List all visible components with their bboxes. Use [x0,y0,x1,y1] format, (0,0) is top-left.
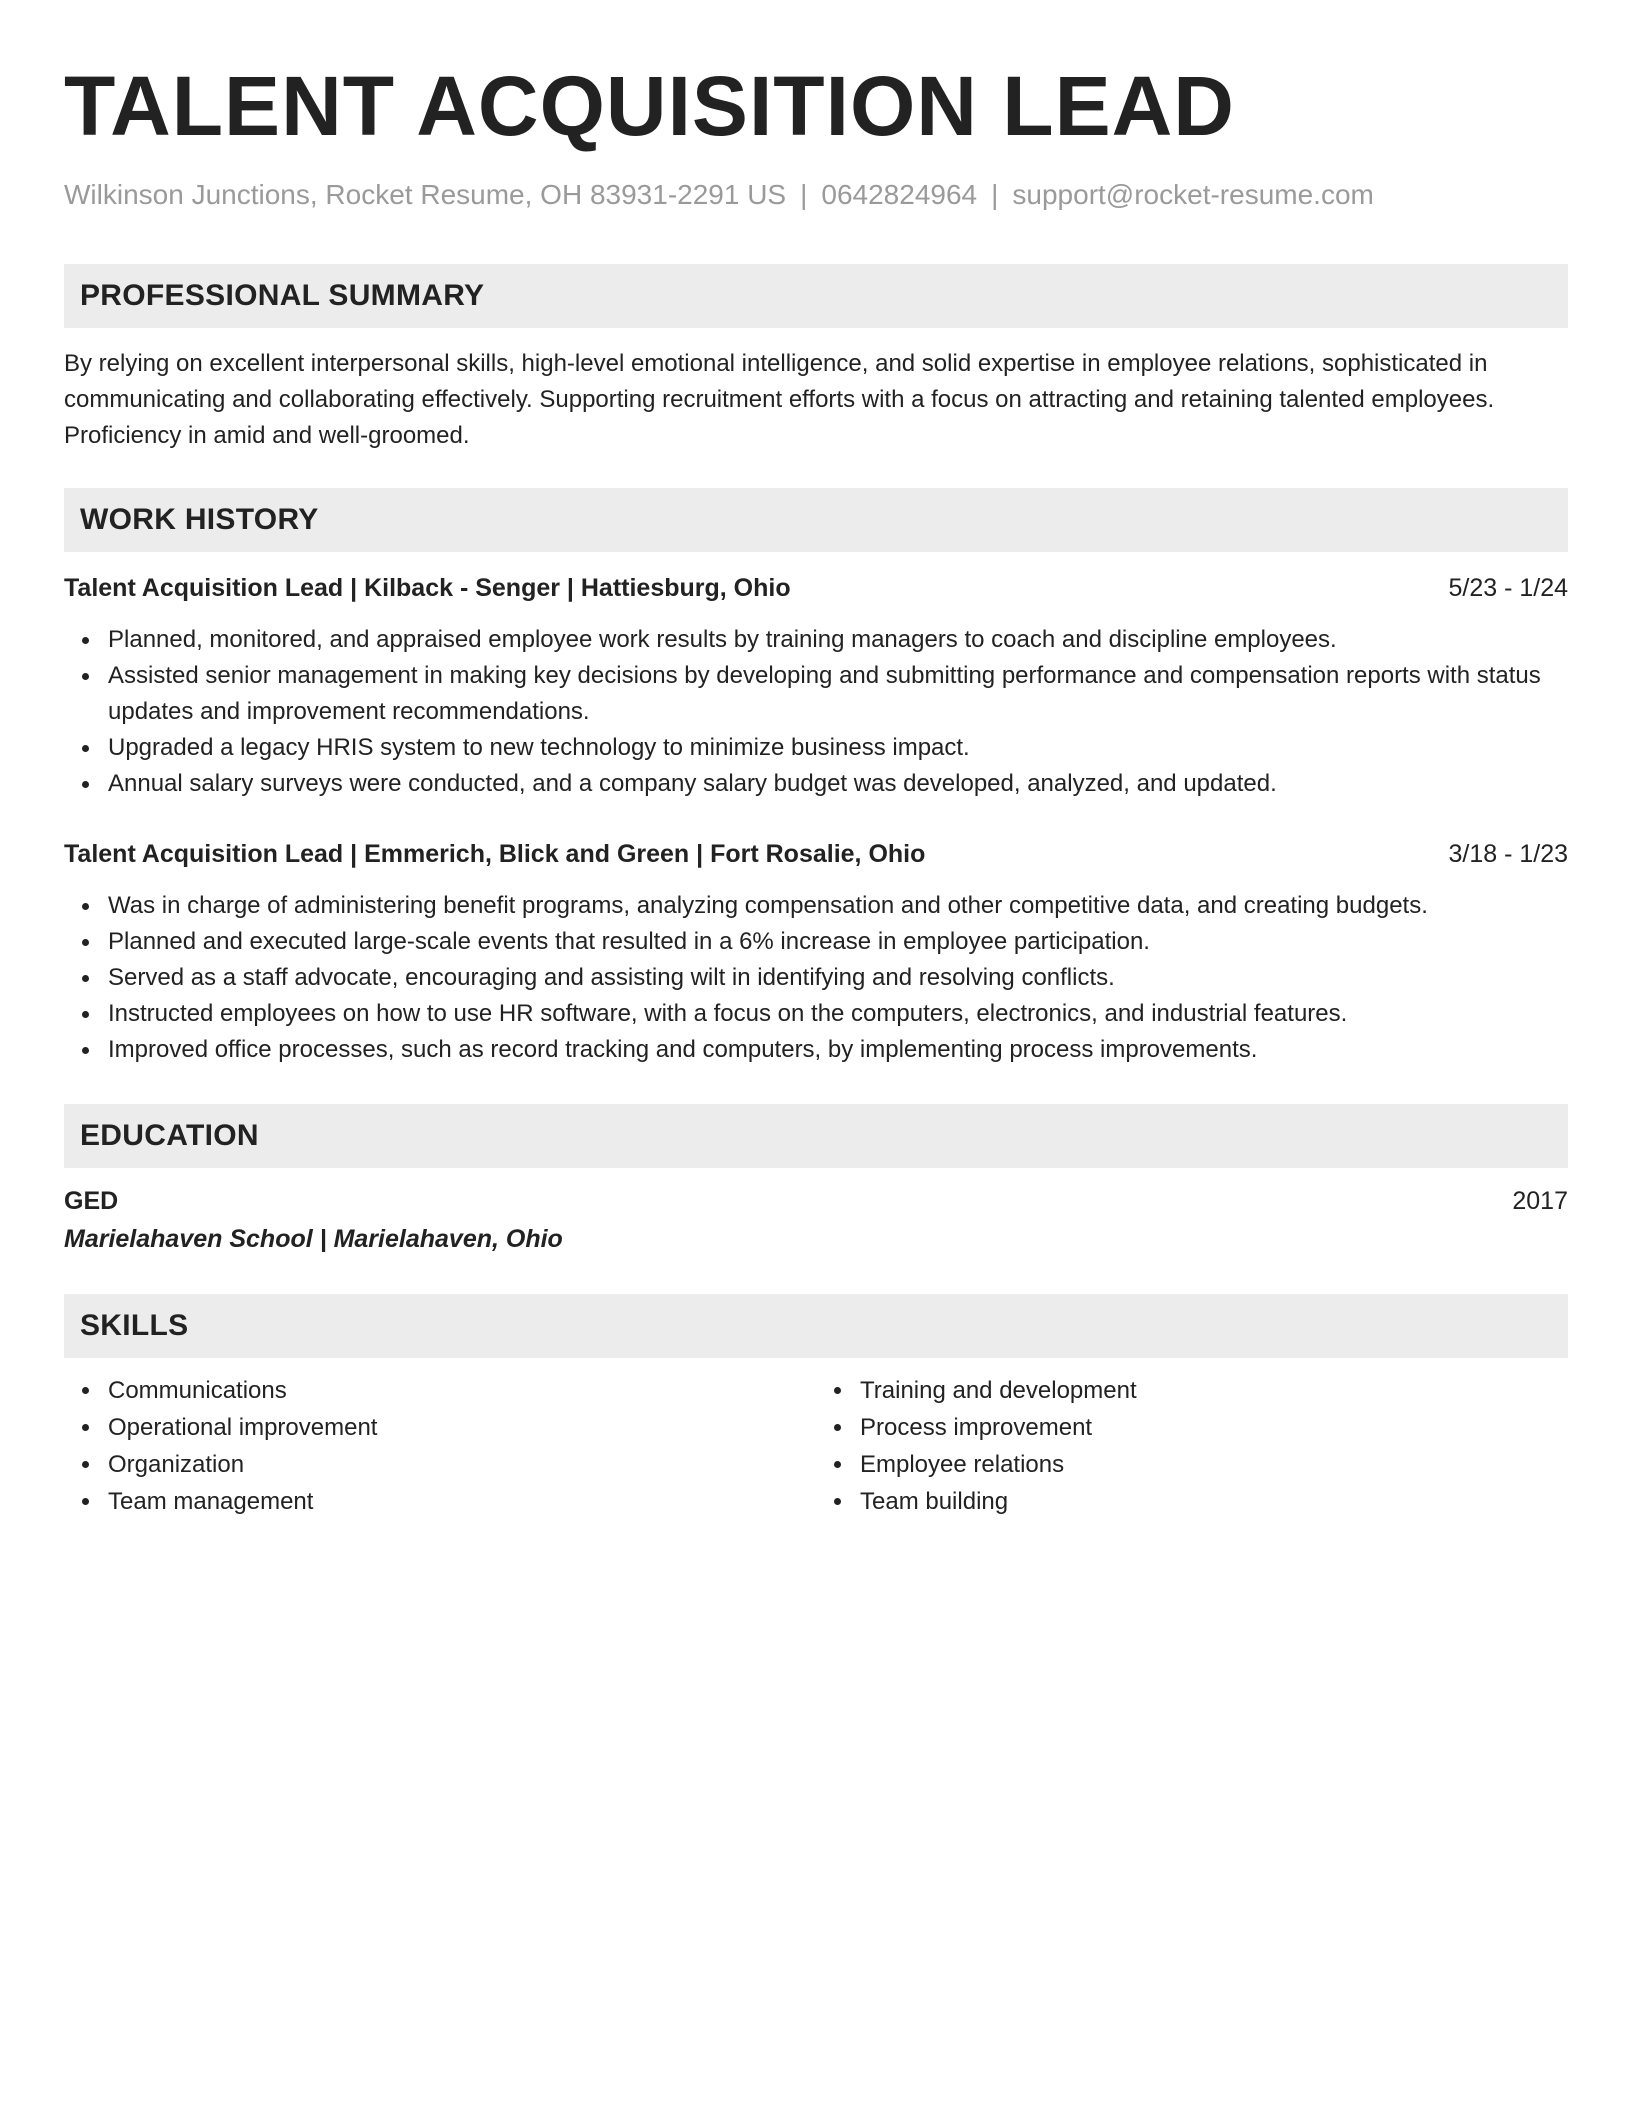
skill-item: Training and development [860,1372,1568,1409]
job-dates: 3/18 - 1/23 [1448,840,1568,868]
education-entry [64,1182,1568,1258]
job-bullet: Served as a staff advocate, encouraging and assisting wilt in identifying and resolving conflicts. [108,960,1568,996]
education-heading-row [64,1182,1568,1220]
skill-item: Operational improvement [108,1409,816,1446]
skill-item: Team building [860,1483,1568,1520]
education-school: Marielahaven School | Marielahaven, Ohio [64,1225,563,1253]
job-bullet: Improved office processes, such as record tracking and computers, by implementing process improvements. [108,1032,1568,1068]
summary-text: By relying on excellent interpersonal skills, high-level emotional intelligence, and solid expertise in employee relations, sophisticated in communicating and collaborating effectively. Supporting recruitment efforts with a focus on attracting and retaining talented employees. Proficiency in amid and well-groomed. [64,350,1495,449]
skill-item: Organization [108,1446,816,1483]
skills-column-right [816,1372,1568,1520]
job-heading-row [64,570,1568,606]
job-bullet: Planned and executed large-scale events that resulted in a 6% increase in employee participation. [108,924,1568,960]
contact-separator: | [800,179,808,210]
job-bullets [64,888,1568,1068]
skill-item: Communications [108,1372,816,1409]
job-entry [64,570,1568,802]
skill-item: Process improvement [860,1409,1568,1446]
job-heading: Talent Acquisition Lead | Emmerich, Blick and Green | Fort Rosalie, Ohio [64,840,926,868]
education-degree: GED [64,1187,119,1215]
job-bullet: Planned, monitored, and appraised employee work results by training managers to coach and discipline employees. [108,622,1568,658]
contact-address: Wilkinson Junctions, Rocket Resume, OH 83931-2291 US [64,179,787,210]
job-bullet: Annual salary surveys were conducted, and a company salary budget was developed, analyzed, and updated. [108,766,1568,802]
job-heading-row [64,836,1568,872]
skills-column-left [64,1372,816,1520]
skill-item: Employee relations [860,1446,1568,1483]
contact-separator: | [991,179,999,210]
candidate-title: TALENT ACQUISITION LEAD [64,59,1235,153]
section-header-education: EDUCATION [64,1104,1568,1168]
job-bullet: Upgraded a legacy HRIS system to new technology to minimize business impact. [108,730,1568,766]
job-bullet: Instructed employees on how to use HR software, with a focus on the computers, electronics, and industrial features. [108,996,1568,1032]
job-entry [64,836,1568,1068]
section-header-skills: SKILLS [64,1294,1568,1358]
skill-item: Team management [108,1483,816,1520]
job-bullets [64,622,1568,802]
job-heading: Talent Acquisition Lead | Kilback - Senger | Hattiesburg, Ohio [64,574,791,602]
job-bullet: Assisted senior management in making key decisions by developing and submitting performance and compensation reports with status updates and improvement recommendations. [108,658,1568,730]
education-year: 2017 [1512,1187,1568,1215]
contact-line [64,178,1568,212]
job-dates: 5/23 - 1/24 [1448,574,1568,602]
contact-phone: 0642824964 [821,179,978,210]
job-bullet: Was in charge of administering benefit programs, analyzing compensation and other competitive data, and creating budgets. [108,888,1568,924]
section-header-summary: PROFESSIONAL SUMMARY [64,264,1568,328]
contact-email: support@rocket-resume.com [1012,179,1374,210]
skills-list [64,1372,1568,1520]
section-header-work-history: WORK HISTORY [64,488,1568,552]
